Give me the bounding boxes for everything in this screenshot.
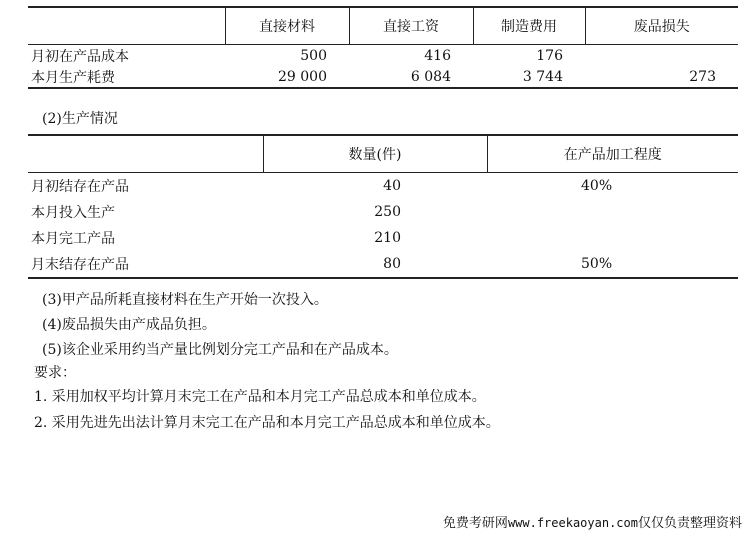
note-5: (5)该企业采用约当产量比例划分完工产品和在产品成本。 bbox=[42, 342, 398, 358]
row-label: 月初在产品成本 bbox=[31, 48, 129, 65]
production-table-header bbox=[28, 135, 738, 173]
prod-header-quantity: 数量(件) bbox=[263, 135, 487, 173]
row-label: 本月完工产品 bbox=[31, 231, 115, 247]
table-row bbox=[28, 251, 738, 278]
footer-suffix: 仅仅负责整理资料 bbox=[637, 516, 742, 531]
table-row bbox=[28, 66, 738, 88]
cell-direct-wages: 416 bbox=[424, 47, 451, 64]
cell-direct-wages: 6 084 bbox=[349, 66, 473, 88]
cost-header-overhead: 制造费用 bbox=[473, 7, 585, 45]
requirements-title: 要求： bbox=[34, 365, 76, 381]
footer-prefix: 免费考研网 bbox=[442, 516, 508, 531]
cell-quantity: 210 bbox=[374, 230, 401, 246]
cell-quantity: 40 bbox=[383, 178, 401, 194]
cell-overhead: 176 bbox=[536, 47, 563, 64]
cell-quantity: 80 bbox=[263, 251, 487, 278]
footer-watermark bbox=[443, 512, 742, 531]
cell-scrap-loss: 273 bbox=[585, 66, 738, 88]
row-label: 本月生产耗费 bbox=[28, 66, 225, 88]
table-row bbox=[28, 199, 738, 225]
cell-completion-degree bbox=[487, 225, 738, 251]
note-4: (4)废品损失由产成品负担。 bbox=[42, 317, 216, 333]
cost-header-scrap-loss: 废品损失 bbox=[585, 7, 738, 45]
production-table bbox=[28, 134, 738, 279]
table-row bbox=[28, 45, 738, 67]
prod-header-blank bbox=[28, 135, 263, 173]
cost-table-header bbox=[28, 7, 738, 45]
cell-scrap-loss bbox=[585, 45, 738, 67]
prod-header-completion-degree: 在产品加工程度 bbox=[487, 135, 738, 173]
cell-completion-degree: 50% bbox=[487, 251, 738, 278]
row-label: 月末结存在产品 bbox=[28, 251, 263, 278]
cost-header-direct-wages: 直接工资 bbox=[349, 7, 473, 45]
cost-header-direct-materials: 直接材料 bbox=[225, 7, 349, 45]
cell-completion-degree: 40% bbox=[581, 178, 613, 194]
footer-site-link[interactable]: www.freekaoyan.com bbox=[507, 516, 638, 530]
note-3: (3)甲产品所耗直接材料在生产开始一次投入。 bbox=[42, 292, 328, 308]
cost-table bbox=[28, 6, 738, 89]
requirement-2: 2. 采用先进先出法计算月末完工在产品和本月完工产品总成本和单位成本。 bbox=[34, 415, 500, 431]
requirement-1: 1. 采用加权平均计算月末完工在产品和本月完工产品总成本和单位成本。 bbox=[34, 389, 486, 405]
cell-direct-materials: 500 bbox=[300, 47, 327, 64]
table-row bbox=[28, 173, 738, 200]
section-heading-production: (2)生产情况 bbox=[42, 111, 118, 127]
cost-header-blank bbox=[28, 7, 225, 45]
table-row bbox=[28, 225, 738, 251]
cell-direct-materials: 29 000 bbox=[225, 66, 349, 88]
row-label: 月初结存在产品 bbox=[31, 179, 129, 195]
cell-completion-degree bbox=[487, 199, 738, 225]
cell-overhead: 3 744 bbox=[473, 66, 585, 88]
row-label: 本月投入生产 bbox=[31, 205, 115, 221]
cell-quantity: 250 bbox=[374, 204, 401, 220]
